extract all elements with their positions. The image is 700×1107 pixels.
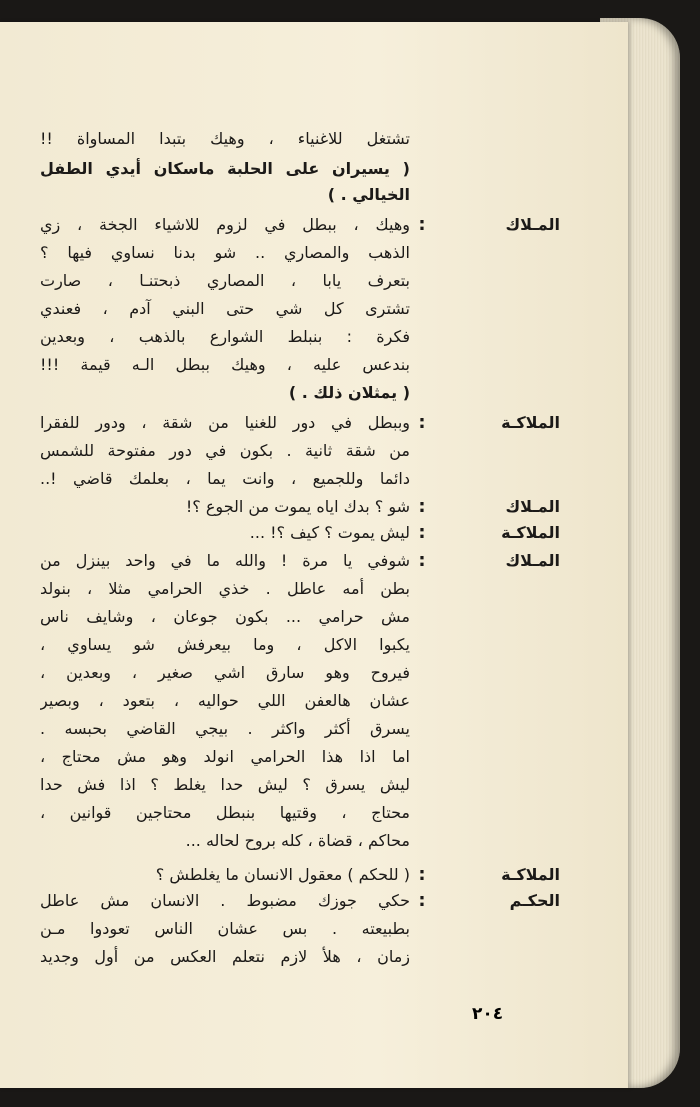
text-line: عشان هالعفن اللي حواليه ، بتعود ، وبصير — [40, 691, 410, 710]
text-line: فيروح وهو سارق اشي صغير ، وبعدين ، — [40, 663, 410, 682]
text-line: بندعس عليه ، وهيك ببطل الـه قيمة !!! — [40, 355, 410, 374]
page-number: ٢٠٤ — [472, 1004, 504, 1024]
speaker-label: المـلاك — [505, 497, 560, 516]
text-line: ليش يسرق ؟ ليش حدا يغلط ؟ اذا فش حدا — [40, 775, 410, 794]
speaker-colon: : — [418, 412, 426, 433]
speaker-colon: : — [418, 890, 426, 911]
page-text — [0, 22, 628, 1088]
speaker-label: المـلاك — [505, 551, 560, 570]
speaker-colon: : — [418, 214, 426, 235]
speaker-label: الحكـم — [509, 891, 560, 910]
text-line: ( للحكم ) معقول الانسان ما يغلطش ؟ — [155, 865, 410, 884]
text-line: شوفي يا مرة ! والله ما في واحد بينزل من — [40, 551, 410, 570]
text-line: مش حرامي ... بكون جوعان ، وشايف ناس — [40, 607, 410, 626]
text-line: يكبوا الاكل ، وما بيعرفش شو يساوي ، — [40, 635, 410, 654]
text-line: الذهب والمصاري .. شو بدنا نساوي فيها ؟ — [40, 243, 410, 262]
text-line: وهيك ، ببطل في لزوم للاشياء الجخة ، زي — [40, 215, 410, 234]
text-line: اما اذا هذا الحرامي انولد وهو مش محتاج ، — [40, 747, 410, 766]
text-line: الخيالي . ) — [327, 185, 410, 204]
text-line: دائما وللجميع ، وانت يما ، بعلمك قاضي !.. — [40, 469, 410, 488]
speaker-colon: : — [418, 864, 426, 885]
speaker-label: الملاكـة — [501, 413, 560, 432]
text-line: ( يمثلان ذلك . ) — [288, 383, 410, 402]
text-line: محاكم ، قضاة ، كله بروح لحاله ... — [185, 831, 410, 850]
text-line: بطبيعته . بس عشان الناس تعودوا مـن — [40, 919, 410, 938]
speaker-label: المـلاك — [505, 215, 560, 234]
text-line: ( يسيران على الحلبة ماسكان أيدي الطفل — [40, 159, 410, 178]
text-line: شو ؟ بدك اياه يموت من الجوع ؟! — [185, 497, 410, 516]
speaker-colon: : — [418, 496, 426, 517]
text-line: يسرق أكثر واكثر . بيجي القاضي بحبسه . — [40, 719, 410, 738]
text-line: فكرة : بنبلط الشوارع بالذهب ، وبعدين — [40, 327, 410, 346]
book-page — [0, 22, 628, 1088]
speaker-colon: : — [418, 522, 426, 543]
text-line: زمان ، هلأ لازم نتعلم العكس من أول وجديد — [40, 947, 410, 966]
speaker-label: الملاكـة — [501, 523, 560, 542]
text-line: بطن أمه عاطل . خذي الحرامي مثلا ، بنولد — [40, 579, 410, 598]
speaker-colon: : — [418, 550, 426, 571]
text-line: تشتغل للاغنياء ، وهيك بتبدا المساواة !! — [40, 129, 410, 148]
text-line: وببطل في دور للغنيا من شقة ، ودور للفقرا — [40, 413, 410, 432]
speaker-label: الملاكـة — [501, 865, 560, 884]
text-line: حكي جوزك مضبوط . الانسان مش عاطل — [40, 891, 410, 910]
text-line: من شقة ثانية . بكون في دور مفتوحة للشمس — [40, 441, 410, 460]
text-line: محتاج ، وقتيها بنبطل محتاجين قوانين ، — [40, 803, 410, 822]
text-line: تشترى كل شي حتى البني آدم ، فعندي — [40, 299, 410, 318]
text-line: ليش يموت ؟ كيف ؟! ... — [249, 523, 410, 542]
text-line: بتعرف يابا ، المصاري ذبحتنـا ، صارت — [40, 271, 410, 290]
